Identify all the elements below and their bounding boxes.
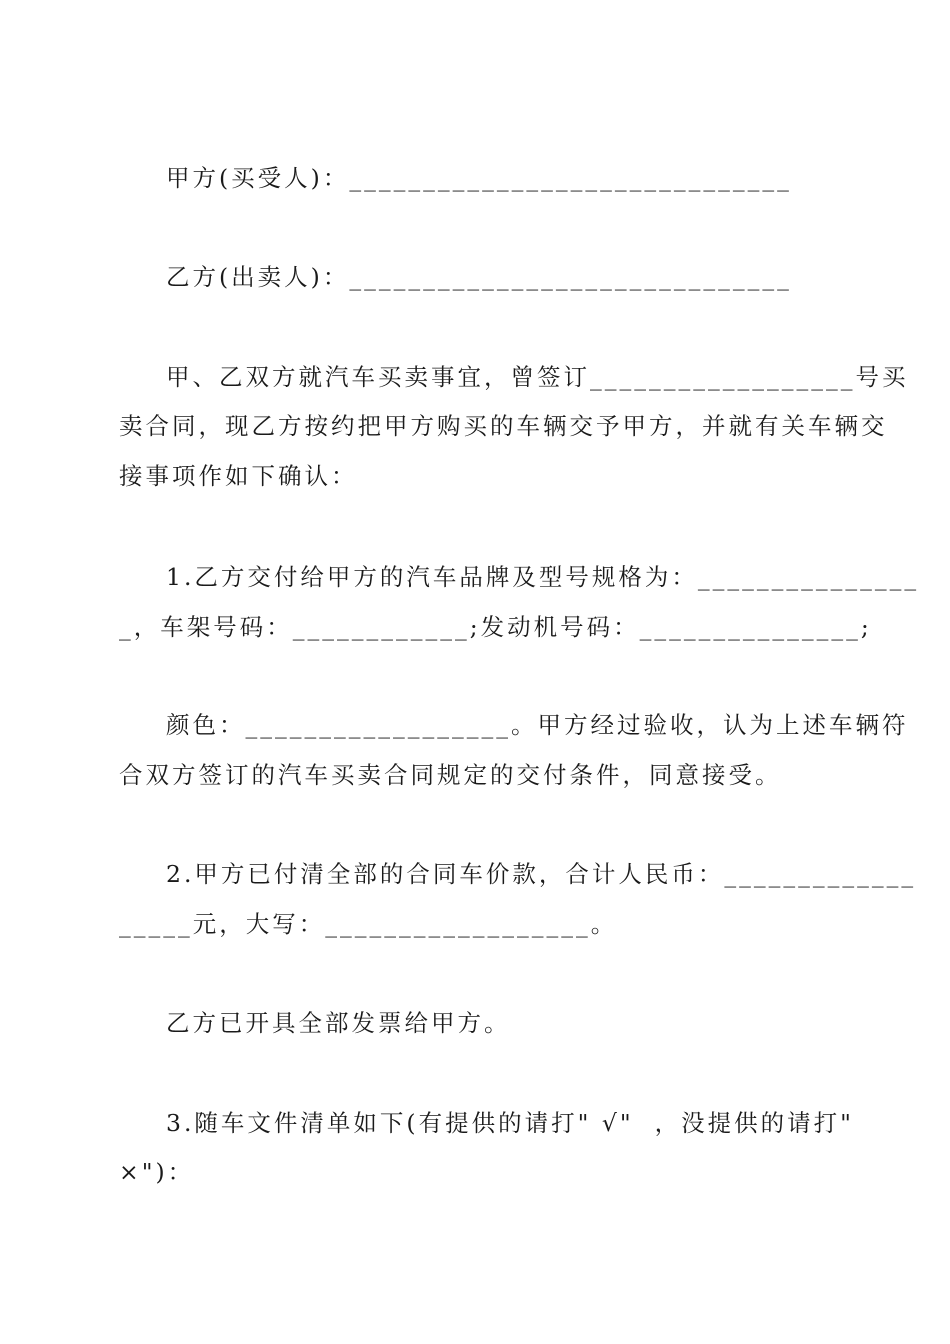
intro-line-3: 接事项作如下确认： [119,462,358,490]
invoice-line: 乙方已开具全部发票给甲方。 [166,1009,511,1037]
item1-line-1: 1.乙方交付给甲方的汽车品牌及型号规格为：_______________ [166,563,920,591]
color-line-1: 颜色：__________________。甲方经过验收，认为上述车辆符 [166,711,909,739]
buyer-line: 甲方(买受人)：______________________________ [166,164,792,192]
intro-line-2: 卖合同，现乙方按约把甲方购买的车辆交予甲方，并就有关车辆交 [119,412,888,440]
item3-line-1: 3.随车文件清单如下(有提供的请打" √" ，没提供的请打" [166,1109,854,1137]
item2-line-1: 2.甲方已付清全部的合同车价款，合计人民币：_____________ [166,860,917,888]
item2-line-2: _____元，大写：__________________。 [119,910,618,938]
item1-line-2: _，车架号码：____________;发动机号码：_______________; [119,613,872,641]
color-line-2: 合双方签订的汽车买卖合同规定的交付条件，同意接受。 [119,761,782,789]
item3-line-2: ×")： [119,1158,195,1186]
intro-line-1: 甲、乙双方就汽车买卖事宜，曾签订__________________号买 [166,363,909,391]
seller-line: 乙方(出卖人)：______________________________ [166,263,792,291]
